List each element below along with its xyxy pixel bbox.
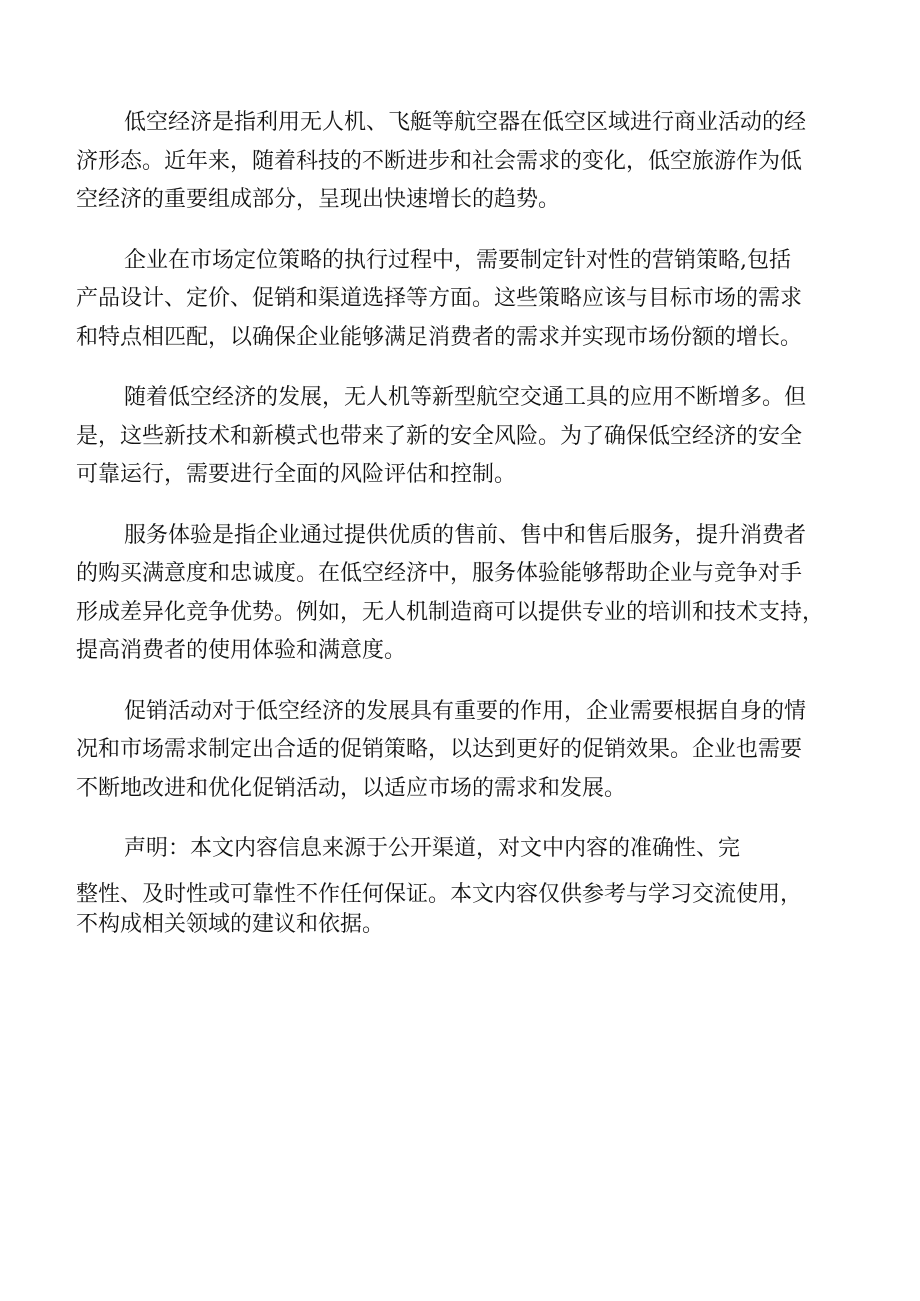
- disclaimer-line: 声明：本文内容信息来源于公开渠道，对文中内容的准确性、完: [124, 836, 741, 861]
- paragraph-line: 是，这些新技术和新模式也带来了新的安全风险。为了确保低空经济的安全: [76, 423, 803, 449]
- paragraph-line: 服务体验是指企业通过提供优质的售前、售中和售后服务，提升消费者: [124, 522, 807, 548]
- disclaimer-line: 不构成相关领域的建议和依据。: [76, 911, 385, 937]
- paragraph-service-experience: [76, 517, 850, 671]
- paragraph-line: 随着低空经济的发展，无人机等新型航空交通工具的应用不断增多。但: [124, 385, 807, 410]
- paragraph-line: 形成差异化竞争优势。例如，无人机制造商可以提供专业的培训和技术支持，: [76, 599, 825, 625]
- document-page: [76, 104, 850, 962]
- paragraph-line: 促销活动对于低空经济的发展具有重要的作用，企业需要根据自身的情: [124, 698, 807, 724]
- disclaimer-line: 整性、及时性或可靠性不作任何保证。本文内容仅供参考与学习交流使用，: [76, 881, 803, 907]
- paragraph-line: 低空经济是指利用无人机、飞艇等航空器在低空区域进行商业活动的经: [124, 110, 807, 135]
- paragraph-market-positioning: [76, 242, 850, 358]
- paragraph-line: 和特点相匹配，以确保企业能够满足消费者的需求并实现市场份额的增长。: [76, 324, 803, 350]
- paragraph-line: 不断地改进和优化促销活动，以适应市场的需求和发展。: [76, 775, 627, 801]
- paragraph-low-altitude-economy: [76, 104, 850, 220]
- paragraph-line: 的购买满意度和忠诚度。在低空经济中，服务体验能够帮助企业与竞争对手: [76, 561, 803, 586]
- paragraph-line: 况和市场需求制定出合适的促销策略，以达到更好的促销效果。企业也需要: [76, 737, 803, 762]
- paragraph-promotion: [76, 693, 850, 809]
- paragraph-line: 可靠运行，需要进行全面的风险评估和控制。: [76, 462, 517, 487]
- paragraph-line: 济形态。近年来，随着科技的不断进步和社会需求的变化，低空旅游作为低: [76, 148, 803, 174]
- paragraph-line: 空经济的重要组成部分，呈现出快速增长的趋势。: [76, 187, 561, 212]
- paragraph-safety-risk: [76, 379, 850, 495]
- paragraph-line: 企业在市场定位策略的执行过程中，需要制定针对性的营销策略,包括: [124, 247, 791, 273]
- paragraph-line: 产品设计、定价、促销和渠道选择等方面。这些策略应该与目标市场的需求: [76, 286, 803, 311]
- paragraph-line: 提高消费者的使用体验和满意度。: [76, 638, 407, 663]
- disclaimer: [76, 830, 850, 940]
